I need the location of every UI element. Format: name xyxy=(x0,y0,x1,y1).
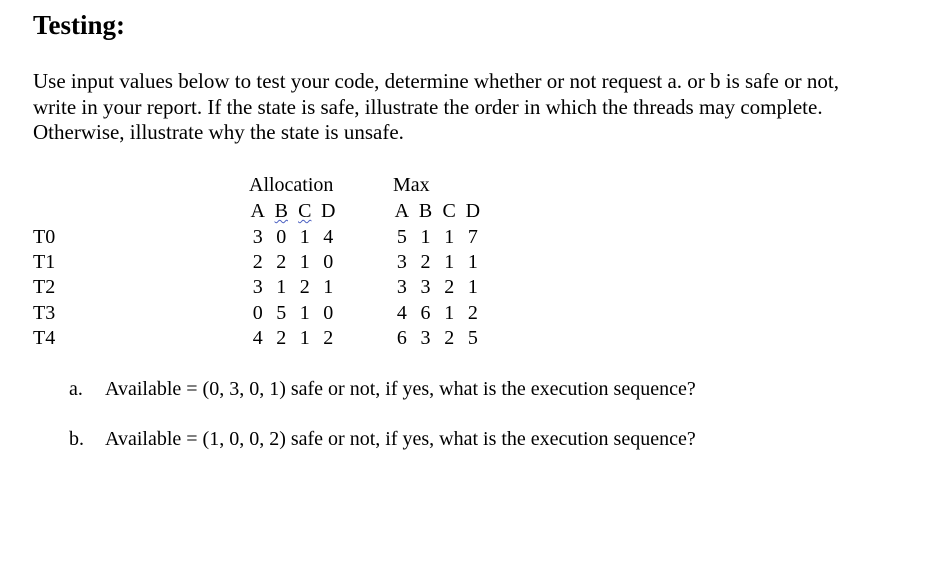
instructions-paragraph xyxy=(33,69,913,146)
max-cell: 5 xyxy=(396,226,407,248)
allocation-header: Allocation xyxy=(249,174,334,196)
column-label: D xyxy=(321,200,336,222)
allocation-column-labels xyxy=(246,199,340,223)
max-cell: 7 xyxy=(467,226,478,248)
allocation-cell: 1 xyxy=(299,226,310,248)
max-cell: 1 xyxy=(444,251,455,273)
thread-label: T0 xyxy=(33,226,56,248)
thread-label: T3 xyxy=(33,302,56,324)
max-header: Max xyxy=(393,174,430,196)
allocation-cell: 1 xyxy=(299,302,310,324)
allocation-cell: 3 xyxy=(252,226,263,248)
max-cell: 1 xyxy=(467,276,478,298)
column-label: D xyxy=(465,200,481,222)
allocation-values xyxy=(246,275,340,299)
max-cell: 3 xyxy=(420,276,431,298)
max-cell: 1 xyxy=(420,226,431,248)
allocation-values xyxy=(246,326,340,350)
max-values xyxy=(390,301,485,325)
max-values xyxy=(390,275,485,299)
allocation-cell: 2 xyxy=(276,251,287,273)
max-cell: 3 xyxy=(420,327,431,349)
column-label: C xyxy=(298,200,312,222)
allocation-cell: 2 xyxy=(252,251,263,273)
allocation-values xyxy=(246,250,340,274)
question-item xyxy=(69,377,696,401)
allocation-cell: 1 xyxy=(299,327,310,349)
max-values xyxy=(390,250,485,274)
allocation-cell: 0 xyxy=(276,226,287,248)
question-letter: a. xyxy=(69,378,83,400)
instructions-line: write in your report. If the state is safe, illustrate the order in which the threads may complete. xyxy=(33,94,823,119)
allocation-cell: 3 xyxy=(252,276,263,298)
max-cell: 5 xyxy=(467,327,478,349)
max-cell: 1 xyxy=(444,226,455,248)
column-label: B xyxy=(274,200,288,222)
question-text: Available = (1, 0, 0, 2) safe or not, if yes, what is the execution sequence? xyxy=(105,428,696,450)
allocation-cell: 0 xyxy=(252,302,263,324)
allocation-cell: 4 xyxy=(252,327,263,349)
column-label: A xyxy=(394,200,410,222)
allocation-cell: 2 xyxy=(276,327,287,349)
allocation-cell: 4 xyxy=(323,226,334,248)
instructions-line: Use input values below to test your code, determine whether or not request a. or b is safe or not, xyxy=(33,69,839,93)
allocation-cell: 0 xyxy=(323,251,334,273)
column-label: C xyxy=(442,200,456,222)
max-column-labels xyxy=(390,199,485,223)
column-label: B xyxy=(418,200,433,222)
max-cell: 1 xyxy=(467,251,478,273)
column-label: A xyxy=(250,200,265,222)
max-cell: 2 xyxy=(467,302,478,324)
max-cell: 3 xyxy=(396,276,407,298)
max-cell: 3 xyxy=(396,251,407,273)
max-values xyxy=(390,326,485,350)
max-cell: 2 xyxy=(420,251,431,273)
allocation-cell: 1 xyxy=(276,276,287,298)
allocation-cell: 2 xyxy=(323,327,334,349)
max-cell: 1 xyxy=(444,302,455,324)
thread-label: T2 xyxy=(33,276,56,298)
allocation-cell: 1 xyxy=(299,251,310,273)
max-cell: 6 xyxy=(420,302,431,324)
allocation-values xyxy=(246,301,340,325)
max-cell: 4 xyxy=(396,302,407,324)
max-cell: 6 xyxy=(396,327,407,349)
allocation-cell: 1 xyxy=(323,276,334,298)
instructions-line: Otherwise, illustrate why the state is unsafe. xyxy=(33,120,404,144)
allocation-values xyxy=(246,225,340,249)
max-cell: 2 xyxy=(444,276,455,298)
allocation-cell: 5 xyxy=(276,302,287,324)
question-letter: b. xyxy=(69,428,84,450)
allocation-cell: 2 xyxy=(299,276,310,298)
max-cell: 2 xyxy=(444,327,455,349)
section-heading: Testing: xyxy=(33,10,126,40)
question-item xyxy=(69,427,696,451)
thread-label: T1 xyxy=(33,251,56,273)
max-values xyxy=(390,225,485,249)
thread-label: T4 xyxy=(33,327,56,349)
allocation-cell: 0 xyxy=(323,302,334,324)
question-text: Available = (0, 3, 0, 1) safe or not, if yes, what is the execution sequence? xyxy=(105,378,696,400)
